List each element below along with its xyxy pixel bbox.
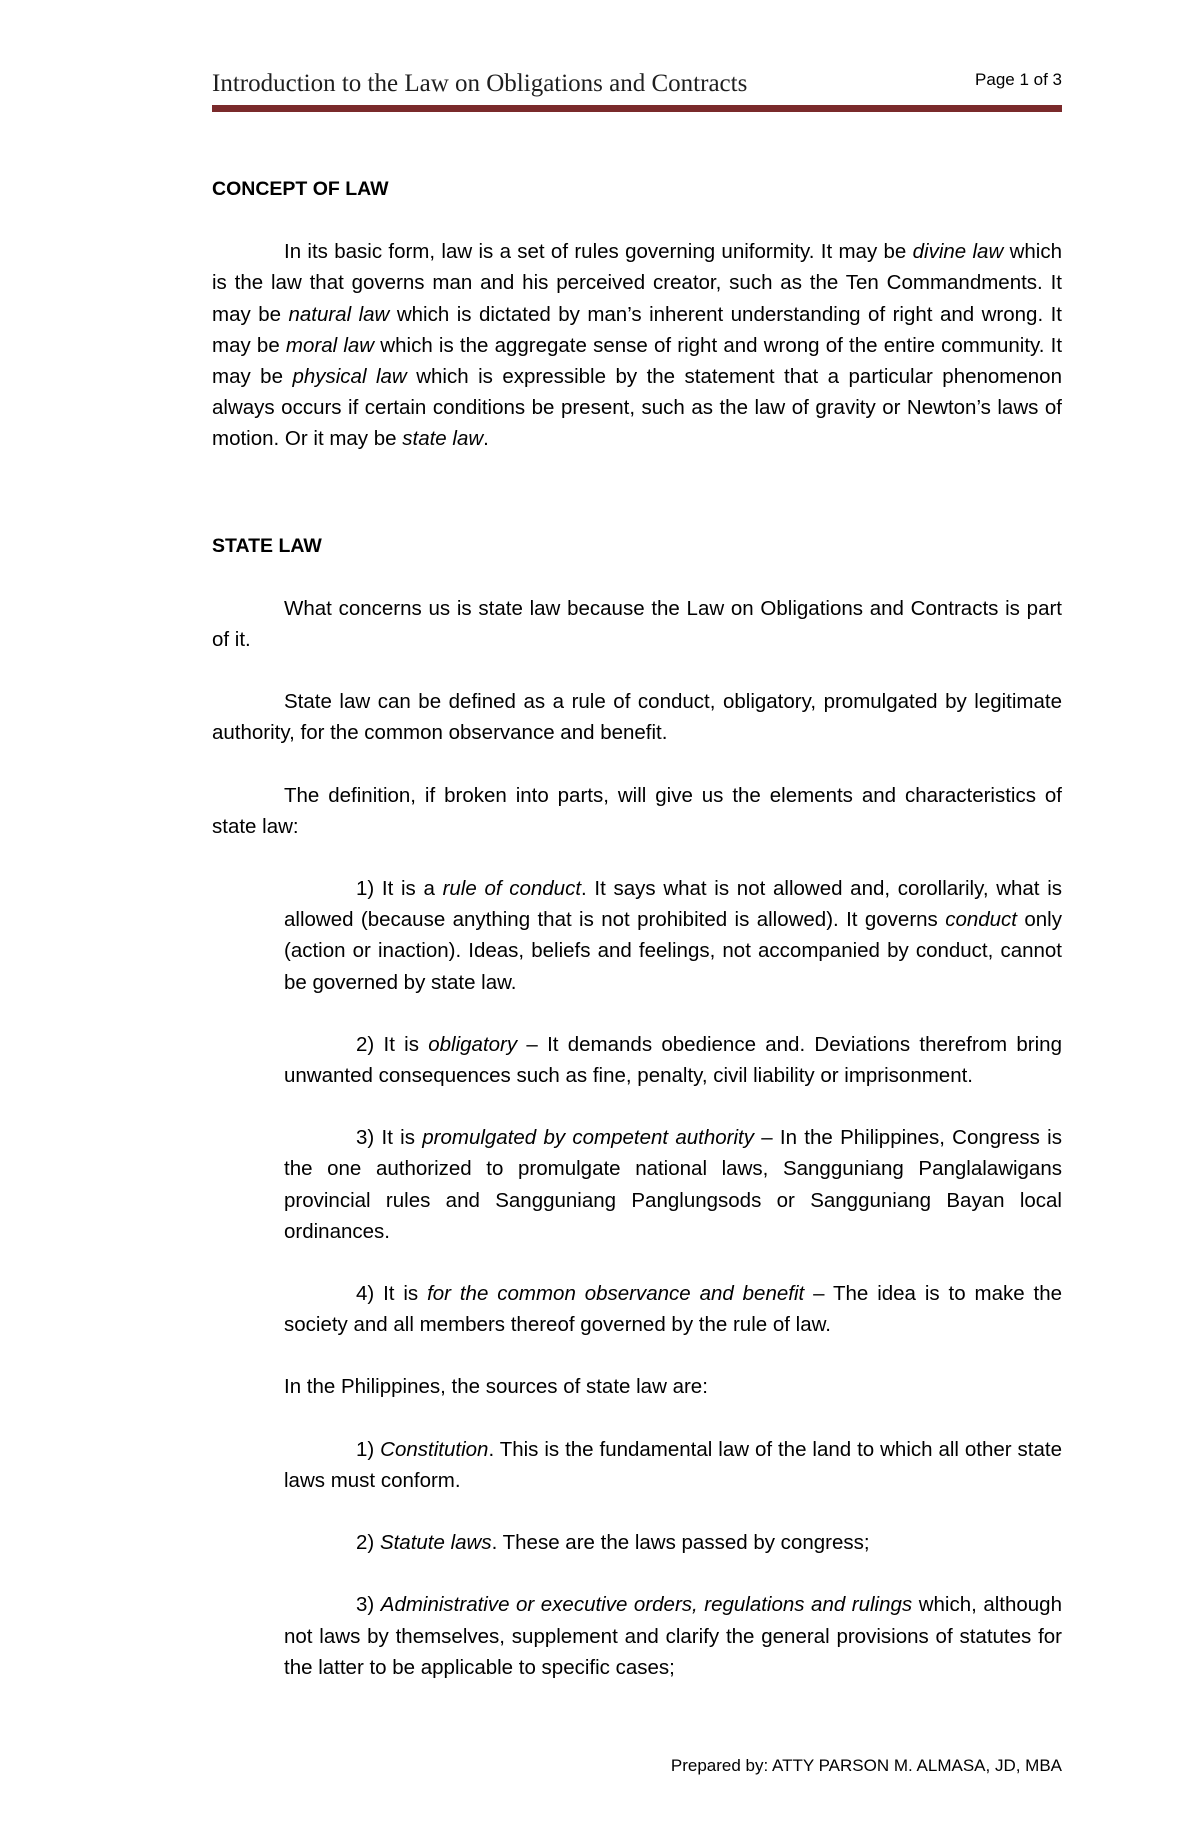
header-divider [212, 105, 1062, 112]
document-body [212, 160, 1062, 1683]
prepared-by-footer: Prepared by: ATTY PARSON M. ALMASA, JD, MBA [670, 1756, 1062, 1775]
list-item: 1) It is a rule of conduct. It says what is not allowed and, corollarily, what is allowed (because anything that is not prohibited is allowed). It governs conduct only (action or inaction). Ideas, beliefs and feelings, not accompanied by conduct, cannot be governed by state law. [284, 877, 1062, 994]
sources-intro: In the Philippines, the sources of state law are: [284, 1375, 708, 1399]
list-item: 2) It is obligatory – It demands obedience and. Deviations therefrom bring unwanted consequences such as fine, penalty, civil liability or imprisonment. [284, 1032, 1062, 1088]
list-item: 3) Administrative or executive orders, regulations and rulings which, although not laws by themselves, supplement and clarify the general provisions of statutes for the latter to be applicable to specific cases; [284, 1593, 1062, 1679]
list-item: 2) Statute laws. These are the laws passed by congress; [356, 1531, 870, 1555]
paragraph-state-law-intro: What concerns us is state law because the Law on Obligations and Contracts is part of it. [212, 596, 1062, 652]
paragraph-definition-parts: The definition, if broken into parts, will give us the elements and characteristics of state law: [212, 783, 1062, 838]
section-heading-concept-of-law: CONCEPT OF LAW [212, 178, 389, 200]
list-item: 3) It is promulgated by competent authority – In the Philippines, Congress is the one authorized to promulgate national laws, Sangguniang Panglalawigans provincial rules and Sangguniang Panglungsods or Sangguniang Bayan local ordinances. [284, 1126, 1062, 1243]
document-title: Introduction to the Law on Obligations and Contracts [212, 70, 748, 97]
page-header [212, 66, 1062, 110]
page-number: Page 1 of 3 [975, 70, 1062, 89]
list-item: 1) Constitution. This is the fundamental law of the land to which all other state laws must conform. [284, 1437, 1062, 1492]
paragraph-concept-of-law: In its basic form, law is a set of rules governing uniformity. It may be divine law which is the law that governs man and his perceived creator, such as the Ten Commandments. It may be natural law which is dictated by man’s inherent understanding of right and wrong. It may be moral law which is the aggregate sense of right and wrong of the entire community. It may be physical law which is expressible by the statement that a particular phenomenon always occurs if certain conditions be present, such as the law of gravity or Newton’s laws of motion. Or it may be state law. [212, 240, 1063, 451]
section-heading-state-law: STATE LAW [212, 534, 322, 557]
list-item: 4) It is for the common observance and benefit – The idea is to make the society and all members thereof governed by the rule of law. [284, 1282, 1062, 1337]
paragraph-state-law-definition: State law can be defined as a rule of conduct, obligatory, promulgated by legitimate authority, for the common observance and benefit. [212, 690, 1062, 745]
